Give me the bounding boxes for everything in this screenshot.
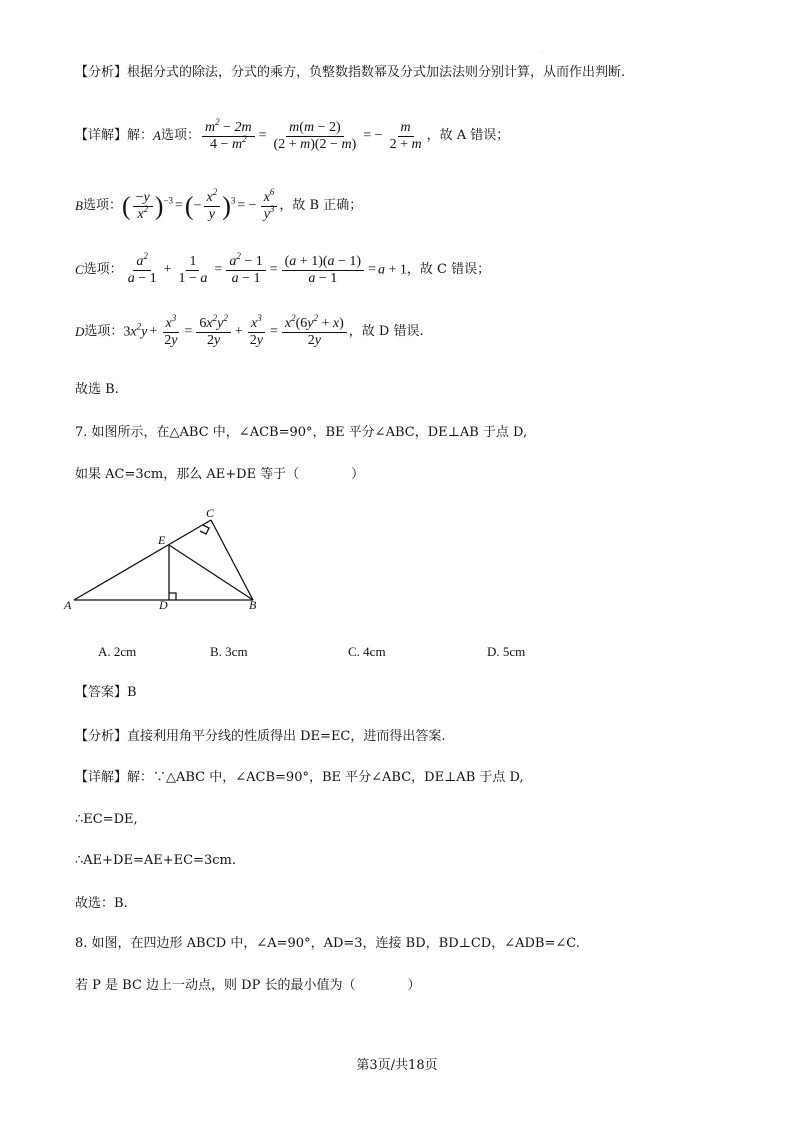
option-b-label: B [75,198,83,213]
q7-step-1: ∴EC=DE, [75,812,138,827]
q7-answer: 【答案】B [75,685,137,700]
q7-choice-d: D. 5cm [487,644,526,659]
option-a-formula: $\frac{m^2 - 2m}{4 - m^2}$ = $\frac{m(m - 2)}{(2 + m)(2 - m)}$ = − $\frac{m}{2 + m}$ [200,120,427,153]
q7-step-2: ∴AE+DE=AE+EC=3cm. [75,853,236,868]
option-b-suffix: 选项： [82,198,122,213]
vertex-label-b: B [249,598,257,612]
conclusion-1: 故选 B. [75,382,119,397]
option-b-row [75,184,362,228]
q7-conclusion: 故选：B. [75,896,128,911]
vertex-label-d: D [159,598,168,612]
option-c-label: C [75,262,84,277]
q8-line-1: 8. 如图，在四边形 ABCD 中，∠A=90°，AD=3，连接 BD，BD⊥CD，∠ADB=∠C. [75,936,580,951]
option-a-label: A [153,128,161,143]
page-footer: 第3页/共18页 [356,1058,438,1073]
q7-choice-c: C. 4cm [348,644,386,659]
option-a-suffix: 选项： [160,128,200,143]
option-d-formula: $3x^2y$ + $\frac{x^3}{2y}$ = $\frac{6x^2y^2}{2y}$ + $\frac{x^3}{2y}$ = $\frac{x^2(6y^2 + x)}{2y}$ [123,316,348,349]
scan-mark: · [540,48,543,57]
option-d-label: D [75,324,85,339]
q7-line-2: 如果 AC=3cm，那么 AE+DE 等于（ ） [75,467,365,482]
option-a-tail: ，故 A 错误； [426,128,510,143]
option-d-suffix: 选项： [84,324,124,339]
triangle-figure [60,505,280,615]
q7-choice-b: B. 3cm [210,644,248,659]
vertex-label-c: C [206,506,215,520]
option-d-tail: ，故 D 错误. [348,324,424,339]
option-b-tail: ，故 B 正确； [279,198,363,213]
q7-line-1: 7. 如图所示，在△ABC 中，∠ACB=90°，BE 平分∠ABC，DE⊥AB 于点 D, [75,425,528,440]
option-c-row [75,250,490,290]
vertex-label-a: A [64,598,72,612]
option-b-formula: ( $\frac{-y}{x^2}$ )$^{-3}$ =(− $\frac{x^2}{y}$ )$^3$ = − $\frac{x^6}{y^3}$ [122,190,279,223]
analysis-text: 【分析】根据分式的除法，分式的乘方，负整数指数幂及分式加法法则分别计算，从而作出判断. [75,65,626,80]
q7-analysis: 【分析】直接利用角平分线的性质得出 DE=EC，进而得出答案. [75,729,446,744]
option-c-tail: ，故 C 错误； [406,262,491,277]
option-c-suffix: 选项： [83,262,123,277]
detail-prefix: 【详解】解： [75,128,154,143]
vertex-label-e: E [158,533,166,547]
q8-line-2: 若 P 是 BC 边上一动点，则 DP 长的最小值为（ ） [75,978,421,993]
q7-choice-a: A. 2cm [98,644,137,659]
option-a-row [75,116,509,156]
option-d-row [75,312,424,352]
q7-detail: 【详解】解：∵△ABC 中，∠ACB=90°，BE 平分∠ABC，DE⊥AB 于点 D, [75,770,524,785]
option-c-formula: $\frac{a^2}{a - 1}$ + $\frac{1}{1 - a}$ = $\frac{a^2 - 1}{a - 1}$ = $\frac{(a + 1)(a - 1)}{a - 1}$ = a + 1 [127,250,407,286]
